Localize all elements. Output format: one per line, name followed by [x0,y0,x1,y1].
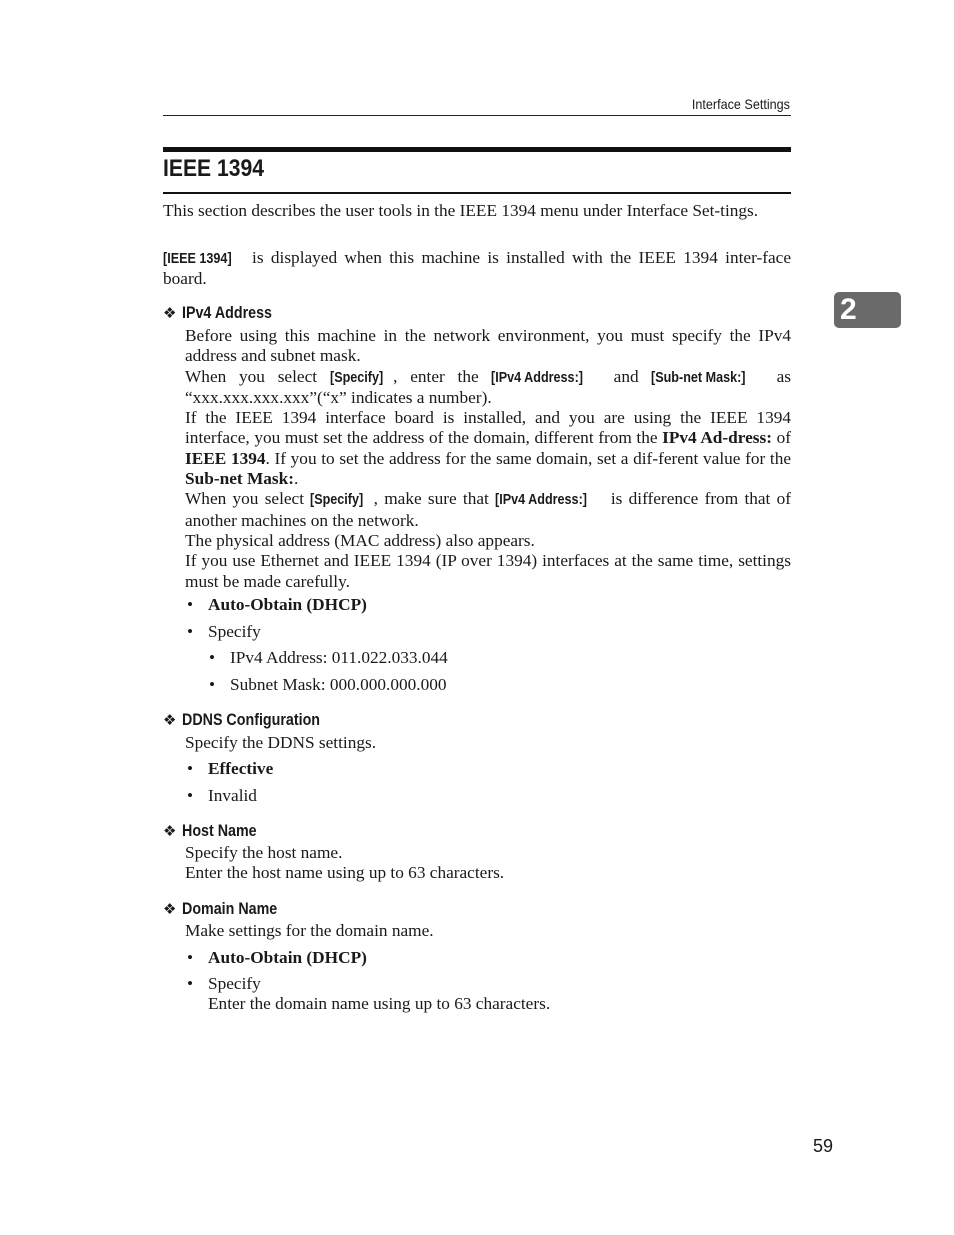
host-line-1: Specify the host name. [185,843,343,862]
ipv4-line-2 [185,367,791,409]
title-bottom-rule [163,192,791,194]
text-fragment: is difference from that of another machines on the network. [185,489,791,530]
domain-option-dhcp: • Auto-Obtain (DHCP) [187,948,367,967]
ipv4-sub-address: • IPv4 Address: 011.022.033.044 [209,648,448,667]
ipv4-address-key: [IPv4 Address:] [495,491,588,509]
host-body [185,843,791,884]
ddns-heading [163,710,347,730]
domain-specify-note: Enter the domain name using up to 63 characters. [208,994,551,1013]
ipv4-option-specify: • Specify [187,622,261,641]
host-line-2: Enter the host name using up to 63 characters. [185,863,505,883]
ipv4-line-5: The physical address (MAC address) also appears. [185,530,535,550]
ipv4-option-dhcp: • Auto-Obtain (DHCP) [187,595,367,614]
host-heading-label: Host Name [182,821,258,840]
ddns-desc: Specify the DDNS settings. [185,733,377,752]
diamond-icon: ❖ [163,304,177,322]
host-heading [163,821,271,841]
title-top-rule [163,147,791,152]
option-label: Auto-Obtain (DHCP) [208,595,367,614]
intro-note [163,248,791,290]
option-label: Specify [208,974,261,993]
diamond-icon: ❖ [163,900,177,918]
ieee1394-key: [IEEE 1394] [163,250,232,267]
diamond-icon: ❖ [163,711,177,729]
intro-paragraph: This section describes the user tools in the IEEE 1394 menu under Interface Set-tings. [163,201,759,220]
page-title: IEEE 1394 [163,155,264,182]
option-label: Auto-Obtain (DHCP) [208,948,367,967]
text-fragment: of [772,428,792,448]
option-label: Specify [208,622,261,641]
text-fragment: If the IEEE 1394 interface board is installed, and you are using the IEEE 1394 interface, you must set the address of the domain, different from the [185,408,791,448]
ipv4-address-key: [IPv4 Address:] [491,368,584,386]
intro-note-text: is displayed when this machine is installed with the IEEE 1394 inter-face board. [163,248,791,289]
text-fragment: and [600,366,652,386]
ipv4-line-1: Before using this machine in the network environment, you must specify the IPv4 address and subnet mask. [185,326,791,366]
ddns-option-invalid: • Invalid [187,786,257,805]
text-fragment: When you select [185,489,311,509]
ipv4-line-6: If you use Ethernet and IEEE 1394 (IP over 1394) interfaces at the same time, settings must be made carefully. [185,551,791,591]
text-fragment: , enter the [393,366,492,386]
ipv4-sub-mask: • Subnet Mask: 000.000.000.000 [209,675,447,694]
option-label: Effective [208,759,274,778]
page-number: 59 [813,1136,834,1156]
ipv4-body [185,326,791,592]
bold-term: IEEE 1394 [185,448,266,468]
domain-option-specify: • Specify [187,974,261,993]
ipv4-line-3 [185,408,791,489]
running-header: Interface Settings [691,96,790,112]
ddns-heading-label: DDNS Configuration [182,710,321,729]
specify-key: [Specify] [329,368,384,386]
text-fragment: When you select [185,366,330,386]
text-fragment: . If you to set the address for the same domain, set a dif-ferent value for the [265,448,792,468]
subnet-mask-key: [Sub-net Mask:] [651,368,746,386]
option-label: IPv4 Address: 011.022.033.044 [230,648,448,667]
text-fragment: as “xxx.xxx.xxx.xxx”(“x” indicates a number). [185,366,792,407]
diamond-icon: ❖ [163,822,177,840]
chapter-tab: 2 [834,292,901,328]
ipv4-line-4 [185,489,791,531]
ipv4-heading-label: IPv4 Address [182,303,273,322]
ddns-option-effective: • Effective [187,759,274,778]
text-fragment: . [294,469,299,489]
option-label: Subnet Mask: 000.000.000.000 [230,675,447,694]
text-fragment: , make sure that [373,489,496,509]
domain-heading-label: Domain Name [182,899,278,918]
bold-term: Sub-net Mask: [185,469,294,489]
header-rule [163,115,791,116]
bold-term: IPv4 Ad-dress: [662,428,773,448]
domain-heading [163,899,296,919]
specify-key: [Specify] [310,491,364,509]
option-label: Invalid [208,786,257,805]
ipv4-heading [163,303,290,323]
domain-desc: Make settings for the domain name. [185,921,434,940]
